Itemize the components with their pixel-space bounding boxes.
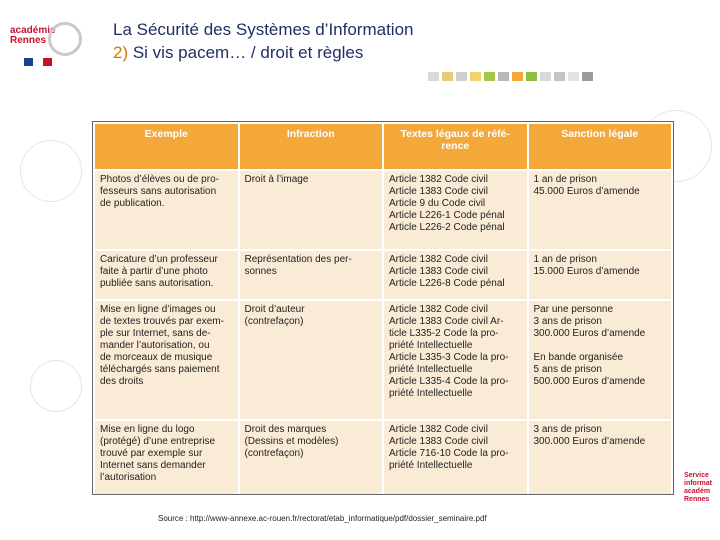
cell-exemple: Caricature d’un professeur faite à partir d’une photo publiée sans autorisation. — [94, 250, 239, 300]
page-subtitle — [113, 43, 363, 63]
decorative-square — [526, 72, 537, 81]
subtitle-text: Si vis pacem… / droit et règles — [128, 43, 364, 62]
decorative-square — [442, 72, 453, 81]
service-informatique-logo — [684, 472, 720, 540]
decorative-square — [498, 72, 509, 81]
french-flag-icon — [24, 58, 52, 66]
legal-table — [93, 122, 673, 494]
cell-infraction: Représentation des per- sonnes — [239, 250, 384, 300]
cell-textes: Article 1382 Code civil Article 1383 Code civil Ar- ticle L335-2 Code la pro- priété Intellectuelle Article L335-3 Code la pro- priété Intellectuelle Article L335-4 Code la pro- priété Intellectuelle — [383, 300, 528, 420]
academie-logo — [8, 10, 78, 72]
page-title: La Sécurité des Systèmes d’Information — [113, 20, 414, 39]
flag-stripe-blue — [24, 58, 33, 66]
cell-sanction: 1 an de prison 15.000 Euros d’amende — [528, 250, 673, 300]
corner-logo-line: informat — [684, 480, 712, 487]
cell-sanction: 3 ans de prison 300.000 Euros d’amende — [528, 420, 673, 496]
cell-infraction: Droit des marques (Dessins et modèles) (contrefaçon) — [239, 420, 384, 496]
decorative-square — [568, 72, 579, 81]
flag-stripe-white — [33, 58, 42, 66]
logo-e-mark — [48, 22, 82, 56]
logo-text: académie Rennes — [10, 25, 56, 46]
cell-exemple: Mise en ligne du logo (protégé) d’une entreprise trouvé par exemple sur Internet sans demander l’autorisation — [94, 420, 239, 496]
corner-logo-line: Service — [684, 472, 709, 479]
section-number: 2) — [113, 43, 129, 62]
decorative-circle — [20, 140, 82, 202]
source-citation: Source : http://www-annexe.ac-rouen.fr/rectorat/etab_informatique/pdf/dossier_seminaire.pdf — [158, 514, 487, 523]
cell-sanction: 1 an de prison 45.000 Euros d’amende — [528, 170, 673, 250]
header-textes-legaux: Textes légaux de réfé- rence — [383, 123, 528, 170]
cell-infraction: Droit d’auteur (contrefaçon) — [239, 300, 384, 420]
cell-exemple: Mise en ligne d’images ou de textes trouvés par exem- ple sur Internet, sans de- mander l’autorisation, ou de morceaux de musique téléchargés sans paiement des droits — [94, 300, 239, 420]
decorative-color-bar — [428, 72, 593, 81]
header-sanction: Sanction légale — [528, 123, 673, 170]
cell-sanction: Par une personne 3 ans de prison 300.000 Euros d’amende En bande organisée 5 ans de prison 500.000 Euros d’amende — [528, 300, 673, 420]
decorative-square — [554, 72, 565, 81]
flag-stripe-red — [43, 58, 52, 66]
decorative-square — [582, 72, 593, 81]
cell-textes: Article 1382 Code civil Article 1383 Code civil Article 9 du Code civil Article L226-1 Code pénal Article L226-2 Code pénal — [383, 170, 528, 250]
decorative-circle — [30, 360, 82, 412]
cell-textes: Article 1382 Code civil Article 1383 Code civil Article 716-10 Code la pro- priété Intellectuelle — [383, 420, 528, 496]
header-infraction: Infraction — [239, 123, 384, 170]
decorative-square — [470, 72, 481, 81]
table-row — [94, 250, 672, 300]
decorative-square — [512, 72, 523, 81]
cell-exemple: Photos d’élèves ou de pro- fesseurs sans autorisation de publication. — [94, 170, 239, 250]
decorative-square — [456, 72, 467, 81]
table-header-row — [94, 123, 672, 170]
table-row — [94, 300, 672, 420]
corner-logo-line: académ — [684, 488, 711, 495]
header-exemple: Exemple — [94, 123, 239, 170]
decorative-square — [484, 72, 495, 81]
cell-textes: Article 1382 Code civil Article 1383 Code civil Article L226-8 Code pénal — [383, 250, 528, 300]
decorative-square — [540, 72, 551, 81]
corner-logo-line: Rennes — [684, 496, 710, 503]
table-row — [94, 170, 672, 250]
cell-infraction: Droit à l’image — [239, 170, 384, 250]
table-row — [94, 420, 672, 496]
decorative-square — [428, 72, 439, 81]
